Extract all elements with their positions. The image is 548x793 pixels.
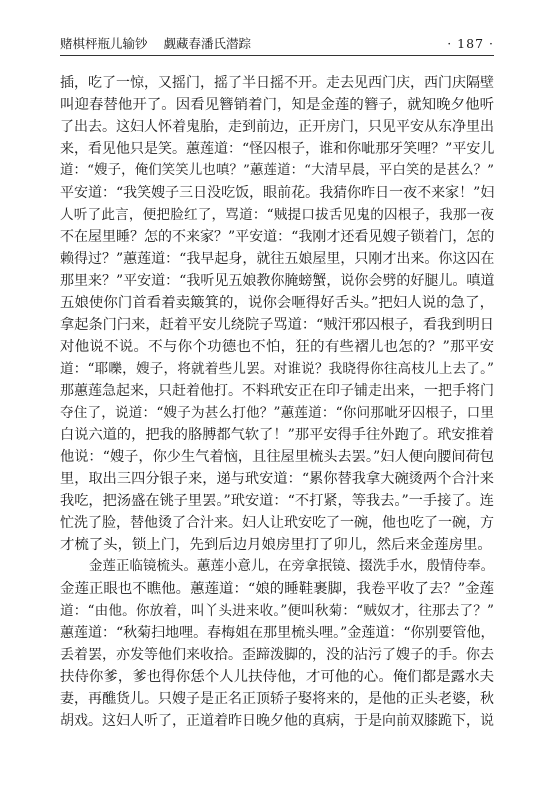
text-line: 叫迎春替他开了。因看见簪销着门，知是金莲的簪子，就知晚夕他听: [60, 97, 494, 113]
text-line: 夺住了，说道：“嫂子为甚么打他？”蕙莲道：“你问那呲牙囚根子，口里: [60, 405, 494, 421]
text-line: 五娘使你门首看着卖簸箕的，说你会咂得好舌头。”把妇人说的急了，: [60, 295, 494, 311]
text-line: 平安道：“我笑嫂子三日没吃饭，眼前花。我猜你昨日一夜不来家！”妇: [60, 185, 494, 201]
book-page: [60, 36, 494, 732]
text-line: 忙洗了脸，替他烫了合汁来。妇人让玳安吃了一碗，他也吃了一碗，方: [60, 515, 494, 531]
text-line: 拿起条门闩来，赶着平安儿绕院子骂道：“贼汗邪囚根子，看我到明日: [60, 317, 494, 333]
text-line: 赖得过？”蕙莲道：“我早起身，就往五娘屋里，只刚才出来。你这囚在: [60, 251, 494, 267]
text-line: 不在屋里睡？怎的不来家？”平安道：“我刚才还看见嫂子锁着门，怎的: [60, 229, 494, 245]
text-line: 道：“由他。你放着，叫丫头进来收。”便叫秋菊：“贼奴才，往那去了？”: [60, 603, 494, 619]
text-line: 对他说不说。不与你个功德也不怕，狂的有些褶儿也怎的？”那平安: [60, 339, 494, 355]
text-line: 人听了此言，便把脸红了，骂道：“贼提口拔舌见鬼的囚根子，我那一夜: [60, 207, 494, 223]
text-line: 丢着罢，亦发等他们来收拾。歪蹄泼脚的，没的沾污了嫂子的手。你去: [60, 647, 494, 663]
text-line: 了出去。这妇人怀着鬼胎，走到前边，正开房门，只见平安从东净里出: [60, 119, 494, 135]
running-header: [60, 36, 494, 56]
page-number: · 187 ·: [447, 36, 494, 51]
text-line-paragraph-start: 金莲正临镜梳头。蕙莲小意儿，在旁拿抿镜、掇洗手水，殷情侍奉。: [89, 559, 494, 574]
text-line: 那蕙莲急起来，只赶着他打。不料玳安正在印子铺走出来，一把手将门: [60, 383, 494, 399]
text-line: 胡戏。这妇人听了，正道着昨日晚夕他的真病，于是向前双膝跪下，说: [60, 713, 494, 729]
text-line: 他说：“嫂子，你少生气着恼，且往屋里梳头去罢。”妇人便向腰间荷包: [60, 449, 494, 465]
chapter-couplet-first: 赌棋枰瓶儿输钞: [60, 36, 148, 51]
text-line: 来，看见他只是笑。蕙莲道：“怪囚根子，谁和你呲那牙笑哩？”平安儿: [60, 141, 494, 157]
text-line: 蕙莲道：“秋菊扫地哩。春梅姐在那里梳头哩。”金莲道：“你别要管他，: [60, 625, 494, 641]
text-line: 我吃，把汤盛在铫子里罢。”玳安道：“不打紧，等我去。”一手接了。连: [60, 493, 494, 509]
header-titles: [60, 36, 251, 52]
text-line: 里，取出三四分银子来，递与玳安道：“累你替我拿大碗烫两个合汁来: [60, 471, 494, 487]
chapter-couplet-second: 觑藏春潘氏潜踪: [163, 36, 252, 51]
text-line-paragraph-end: 才梳了头，锁上门，先到后边月娘房里打了卯儿，然后来金莲房里。: [60, 537, 492, 553]
text-line: 道：“嫂子，俺们笑笑儿也嗔？”蕙莲道：“大清早晨，平白笑的是甚么？”: [60, 163, 494, 178]
body-text: [60, 72, 494, 732]
text-line: 那里来？”平安道：“我听见五娘教你腌螃蟹，说你会劈的好腿儿。嗔道: [60, 273, 494, 289]
text-line: 插，吃了一惊，又摇门，摇了半日摇不开。走去见西门庆，西门庆隔壁: [60, 75, 494, 91]
text-line: 道：“耶嚛，嫂子，将就着些儿罢。对谁说？我晓得你往高枝儿上去了。”: [60, 361, 494, 377]
text-line: 妻，再醮货儿。只嫂子是正名正顶轿子娶将来的，是他的正头老婆，秋: [60, 691, 494, 707]
text-line: 扶侍你爹，爹也得你恁个人儿扶侍他，才可他的心。俺们都是露水夫: [60, 669, 494, 685]
text-line: 金莲正眼也不瞧他。蕙莲道：“娘的睡鞋裹脚，我卷平收了去？”金莲: [60, 581, 494, 597]
text-line: 白说六道的，把我的胳膊都气软了！”那平安得手往外跑了。玳安推着: [60, 427, 494, 443]
